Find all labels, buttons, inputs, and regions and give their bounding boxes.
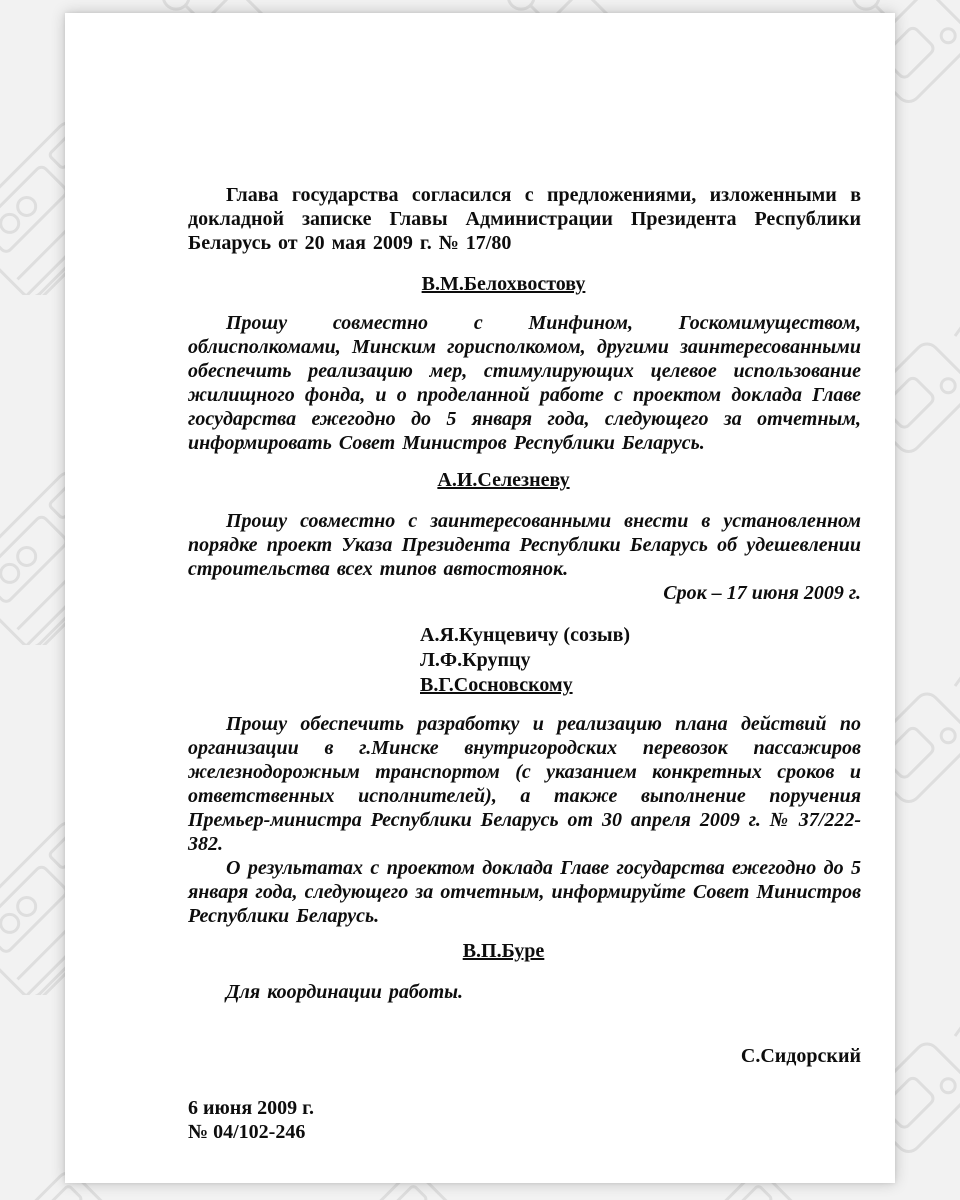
addressee-heading-bure [188, 938, 819, 964]
addressee-name: В.П.Буре [462, 940, 545, 962]
addressee-heading-seleznev [188, 467, 819, 493]
addressee-name: В.М.Белохвостову [421, 273, 586, 295]
document-content [65, 13, 895, 1144]
addressee-name: Л.Ф.Крупцу [420, 649, 531, 671]
addressee-list [420, 623, 861, 698]
document-date: 6 июня 2009 г. [188, 1097, 314, 1119]
document-footer [188, 1096, 861, 1144]
intro-paragraph: Глава государства согласился с предложениями, изложенными в докладной записке Главы Администрации Президента Республики Беларусь от 20 мая 2009 г. № 17/80 [188, 184, 861, 254]
instruction-paragraph-2: Прошу совместно с заинтересованными внести в установленном порядке проект Указа Президента Республики Беларусь об удешевлении строительства всех типов автостоянок. [188, 510, 861, 580]
document-number: № 04/102-246 [188, 1121, 306, 1143]
addressee-name: В.Г.Сосновскому [420, 674, 573, 696]
document-page [65, 13, 895, 1183]
signature-name: С.Сидорский [740, 1045, 861, 1067]
instruction-paragraph-3: Прошу обеспечить разработку и реализацию плана действий по организации в г.Минске внутригородских перевозок пассажиров железнодорожным транспортом (с указанием конкретных сроков и ответственных исполнителей), а также выполнение поручения Премьер-министра Республики Беларусь от 30 апреля 2009 г. № 37/222-382. [188, 713, 861, 855]
addressee-name: А.И.Селезневу [437, 469, 570, 491]
instruction-paragraph-5: Для координации работы. [226, 981, 464, 1003]
addressee-heading-belokhvostov [188, 271, 819, 297]
instruction-paragraph-1: Прошу совместно с Минфином, Госкомимуществом, облисполкомами, Минским горисполкомом, другими заинтересованными обеспечить реализацию мер, стимулирующих целевое использование жилищного фонда, и о проделанной работе с проектом доклада Главе государства ежегодно до 5 января года, следующего за отчетным, информировать Совет Министров Республики Беларусь. [188, 312, 861, 454]
deadline-line: Срок – 17 июня 2009 г. [663, 582, 861, 604]
instruction-paragraph-4: О результатах с проектом доклада Главе государства ежегодно до 5 января года, следующего за отчетным, информируйте Совет Министров Республики Беларусь. [188, 857, 861, 927]
addressee-name: А.Я.Кунцевичу (созыв) [420, 624, 631, 646]
